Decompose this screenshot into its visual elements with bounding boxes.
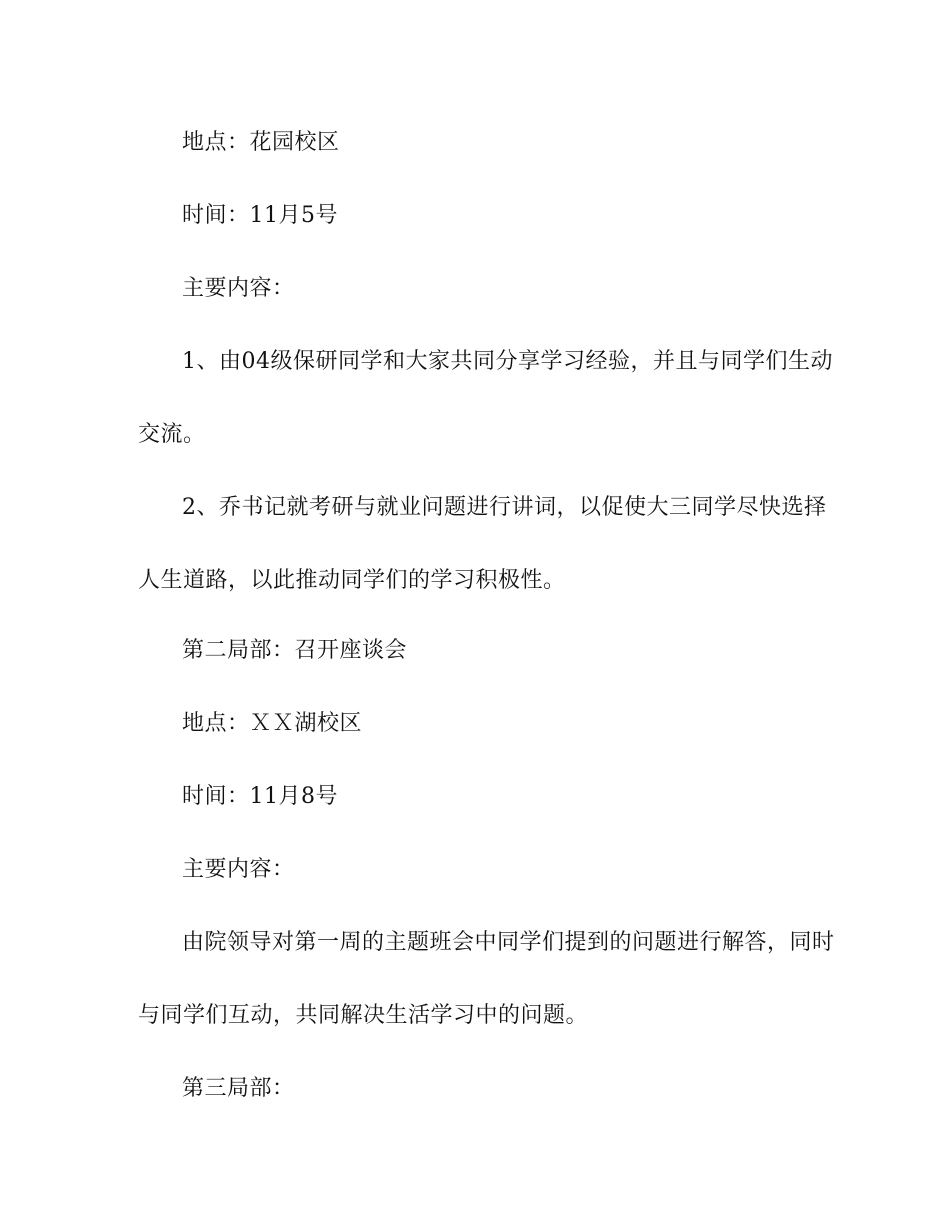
section-2-heading: 第二局部：召开座谈会 [182,638,408,663]
main-content-heading-2: 主要内容： [182,857,295,882]
time-line-2: 时间：11月8号 [182,784,338,809]
item-2-line-2: 人生道路，以此推动同学们的学习积极性。 [138,568,566,593]
location-line-2: 地点：ＸＸ湖校区 [182,711,363,736]
time-line: 时间：11月5号 [182,203,338,228]
main-content-heading: 主要内容： [182,276,295,301]
location-line: 地点：花园校区 [182,130,340,155]
paragraph-line-2: 与同学们互动，共同解决生活学习中的问题。 [138,1003,589,1028]
item-2-line-1: 2、乔书记就考研与就业问题进行讲词，以促使大三同学尽快选择 [182,495,827,520]
paragraph-line-1: 由院领导对第一周的主题班会中同学们提到的问题进行解答，同时 [182,930,835,955]
item-1-line-2: 交流。 [138,422,206,447]
item-1-line-1: 1、由04级保研同学和大家共同分享学习经验，并且与同学们生动 [182,349,833,374]
section-3-heading: 第三局部： [182,1076,295,1101]
